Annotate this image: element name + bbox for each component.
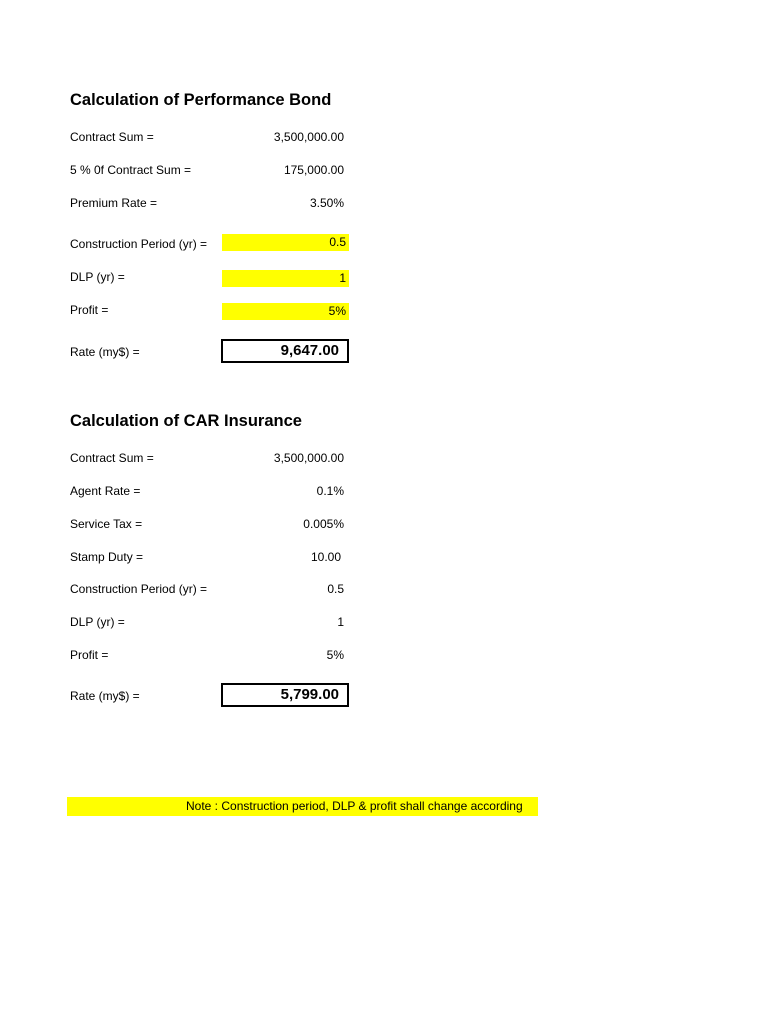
car-stamp-duty-label: Stamp Duty = xyxy=(70,550,144,564)
car-construction-period-value[interactable]: 0.5 xyxy=(327,582,344,596)
pb-construction-period-label: Construction Period (yr) = xyxy=(70,237,208,251)
car-insurance-title: Calculation of CAR Insurance xyxy=(70,412,302,430)
car-contract-sum-value[interactable]: 3,500,000.00 xyxy=(273,451,344,465)
pb-contract-sum-label: Contract Sum = xyxy=(70,130,154,144)
car-profit-value[interactable]: 5% xyxy=(326,648,344,662)
pb-construction-period-input[interactable]: 0.5 xyxy=(222,234,349,251)
car-stamp-duty-value[interactable]: 10.00 xyxy=(310,550,341,564)
pb-profit-input[interactable]: 5% xyxy=(222,303,349,320)
pb-rate-total[interactable]: 9,647.00 xyxy=(221,339,349,363)
car-dlp-label: DLP (yr) = xyxy=(70,615,125,629)
car-agent-rate-label: Agent Rate = xyxy=(70,484,141,498)
car-contract-sum-label: Contract Sum = xyxy=(70,451,154,465)
pb-dlp-label: DLP (yr) = xyxy=(70,270,125,284)
car-service-tax-value[interactable]: 0.005% xyxy=(303,517,344,531)
car-agent-rate-value[interactable]: 0.1% xyxy=(316,484,344,498)
car-construction-period-label: Construction Period (yr) = xyxy=(70,582,208,596)
note-banner xyxy=(67,797,538,816)
pb-premium-rate-value[interactable]: 3.50% xyxy=(309,196,344,210)
car-dlp-value[interactable]: 1 xyxy=(337,615,344,629)
pb-five-percent-value[interactable]: 175,000.00 xyxy=(283,163,344,177)
pb-profit-label: Profit = xyxy=(70,303,109,317)
pb-dlp-input[interactable]: 1 xyxy=(222,270,349,287)
performance-bond-title: Calculation of Performance Bond xyxy=(70,91,332,109)
pb-five-percent-label: 5 % 0f Contract Sum = xyxy=(70,163,192,177)
car-profit-label: Profit = xyxy=(70,648,109,662)
note-text: Note : Construction period, DLP & profit shall change according xyxy=(186,799,523,813)
pb-rate-label: Rate (my$) = xyxy=(70,345,140,359)
car-rate-label: Rate (my$) = xyxy=(70,689,140,703)
pb-contract-sum-value[interactable]: 3,500,000.00 xyxy=(273,130,344,144)
car-rate-total[interactable]: 5,799.00 xyxy=(221,683,349,707)
pb-premium-rate-label: Premium Rate = xyxy=(70,196,158,210)
car-service-tax-label: Service Tax = xyxy=(70,517,143,531)
